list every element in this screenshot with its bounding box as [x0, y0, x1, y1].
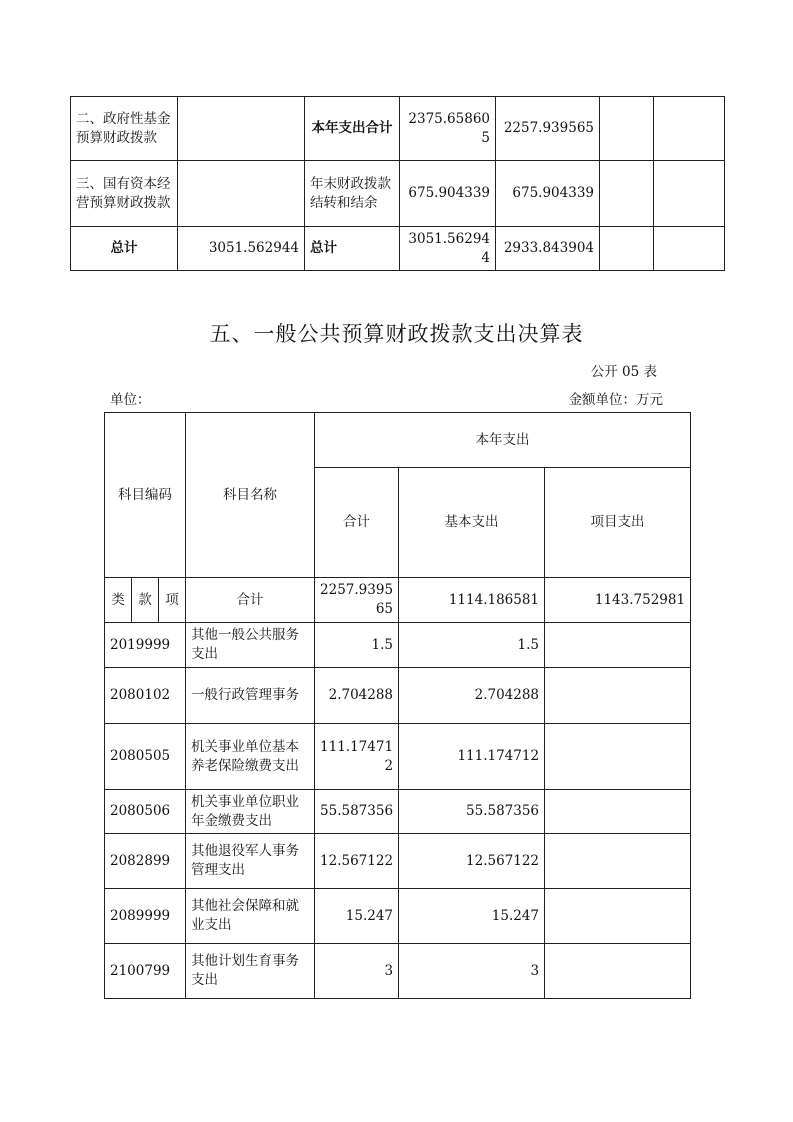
amount-project	[545, 724, 691, 790]
subject-code: 2080505	[105, 724, 186, 790]
value-cell	[600, 97, 654, 161]
header-total: 合计	[315, 468, 399, 578]
subject-code: 2019999	[105, 623, 186, 668]
total-project: 1143.752981	[545, 578, 691, 623]
amount-basic: 2.704288	[399, 668, 545, 724]
value-cell	[654, 227, 725, 271]
amount-basic: 15.247	[399, 889, 545, 944]
income-item: 三、国有资本经营预算财政拨款	[71, 161, 178, 227]
header-kuan: 款	[132, 578, 159, 623]
header-row	[105, 413, 691, 468]
value-cell: 2933.843904	[496, 227, 600, 271]
value-cell: 675.904339	[496, 161, 600, 227]
subject-code: 2082899	[105, 834, 186, 889]
table-row	[105, 668, 691, 724]
amount-project	[545, 834, 691, 889]
subject-name: 其他一般公共服务支出	[186, 623, 315, 668]
value-cell	[600, 161, 654, 227]
unit-label: 单位：	[110, 392, 151, 408]
table-row	[71, 97, 725, 161]
income-expense-summary-table	[70, 96, 725, 271]
income-value	[178, 97, 305, 161]
subject-code: 2080506	[105, 790, 186, 834]
amount-basic: 3	[399, 944, 545, 999]
amount-unit: 金额单位：万元	[568, 392, 663, 408]
header-lei: 类	[105, 578, 132, 623]
amount-total: 55.587356	[315, 790, 399, 834]
amount-basic: 55.587356	[399, 790, 545, 834]
income-item: 二、政府性基金预算财政拨款	[71, 97, 178, 161]
value-cell: 675.904339	[400, 161, 496, 227]
amount-basic: 12.567122	[399, 834, 545, 889]
total-label: 合计	[186, 578, 315, 623]
table-row	[105, 834, 691, 889]
subject-name: 其他计划生育事务支出	[186, 944, 315, 999]
subject-name: 机关事业单位职业年金缴费支出	[186, 790, 315, 834]
subject-code: 2089999	[105, 889, 186, 944]
table-row	[105, 724, 691, 790]
income-value	[178, 161, 305, 227]
subject-name: 一般行政管理事务	[186, 668, 315, 724]
form-number: 公开 05 表	[590, 364, 657, 380]
value-cell: 2375.658605	[400, 97, 496, 161]
subject-name: 机关事业单位基本养老保险缴费支出	[186, 724, 315, 790]
section-title: 五、一般公共预算财政拨款支出决算表	[209, 322, 584, 346]
table-row	[105, 623, 691, 668]
amount-total: 2.704288	[315, 668, 399, 724]
amount-project	[545, 889, 691, 944]
table-row	[71, 227, 725, 271]
income-total-label: 总计	[71, 227, 178, 271]
amount-project	[545, 790, 691, 834]
header-name: 科目名称	[186, 413, 315, 578]
expense-item: 本年支出合计	[305, 97, 400, 161]
subject-code: 2080102	[105, 668, 186, 724]
amount-project	[545, 668, 691, 724]
table-row	[71, 161, 725, 227]
amount-project	[545, 944, 691, 999]
header-current-year: 本年支出	[315, 413, 691, 468]
header-code: 科目编码	[105, 413, 186, 578]
table-row	[105, 889, 691, 944]
value-cell	[654, 97, 725, 161]
amount-total: 15.247	[315, 889, 399, 944]
value-cell	[600, 227, 654, 271]
subject-name: 其他退役军人事务管理支出	[186, 834, 315, 889]
amount-total: 1.5	[315, 623, 399, 668]
value-cell: 3051.562944	[400, 227, 496, 271]
table-row	[105, 790, 691, 834]
expense-item: 年末财政拨款结转和结余	[305, 161, 400, 227]
value-cell	[654, 161, 725, 227]
amount-total: 12.567122	[315, 834, 399, 889]
header-basic: 基本支出	[399, 468, 545, 578]
value-cell: 2257.939565	[496, 97, 600, 161]
expenditure-table	[104, 412, 691, 999]
amount-project	[545, 623, 691, 668]
amount-total: 111.174712	[315, 724, 399, 790]
subject-name: 其他社会保障和就业支出	[186, 889, 315, 944]
total-amount: 2257.939565	[315, 578, 399, 623]
amount-basic: 111.174712	[399, 724, 545, 790]
subject-code: 2100799	[105, 944, 186, 999]
table-row	[105, 944, 691, 999]
header-project: 项目支出	[545, 468, 691, 578]
amount-total: 3	[315, 944, 399, 999]
expense-total-label: 总计	[305, 227, 400, 271]
total-row	[105, 578, 691, 623]
amount-basic: 1.5	[399, 623, 545, 668]
income-total-value: 3051.562944	[178, 227, 305, 271]
total-basic: 1114.186581	[399, 578, 545, 623]
header-xiang: 项	[159, 578, 186, 623]
